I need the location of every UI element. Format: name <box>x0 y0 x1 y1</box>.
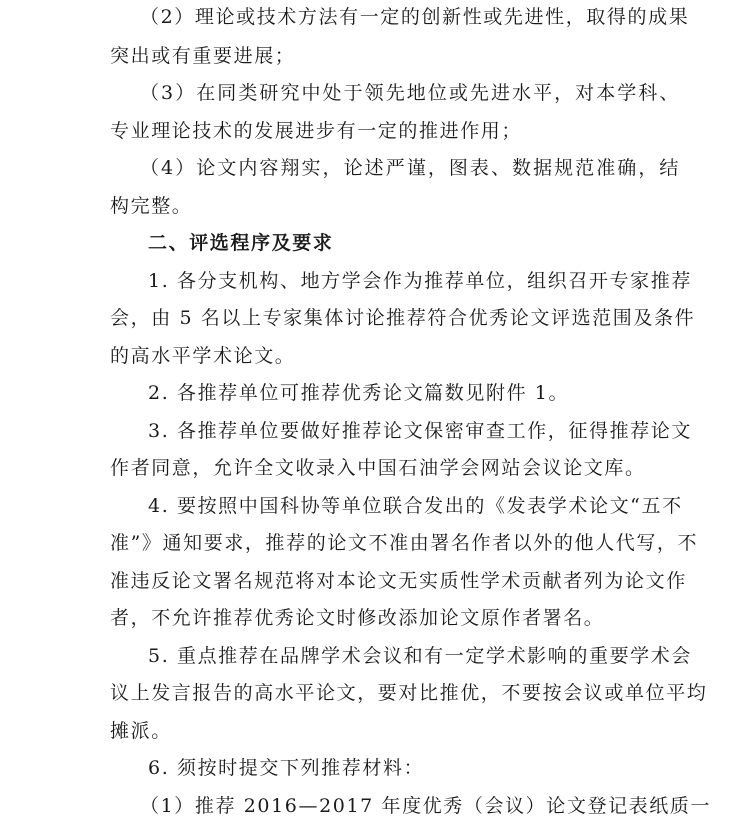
criterion-3-line-1: （3）在同类研究中处于领先地位或先进水平，对本学科、 <box>140 82 680 104</box>
criterion-2-line-1: （2）理论或技术方法有一定的创新性或先进性，取得的成果 <box>140 6 690 28</box>
criterion-2-line-2: 突出或有重要进展； <box>110 45 296 67</box>
item-5-line-2: 议上发言报告的高水平论文，要对比推优，不要按会议或单位平均 <box>110 682 708 704</box>
item-5-line-3: 摊派。 <box>110 720 172 742</box>
item-4-line-4: 者，不允许推荐优秀论文时修改添加论文原作者署名。 <box>110 607 605 629</box>
item-6-line-1: 6. 须按时提交下列推荐材料： <box>148 757 425 779</box>
item-4-line-1: 4. 要按照中国科协等单位联合发出的《发表学术论文“五不 <box>148 495 683 517</box>
item-4-line-2: 准”》通知要求，推荐的论文不准由署名作者以外的他人代写，不 <box>110 532 699 554</box>
criterion-3-line-2: 专业理论技术的发展进步有一定的推进作用； <box>110 120 523 142</box>
item-1-line-1: 1. 各分支机构、地方学会作为推荐单位，组织召开专家推荐 <box>148 270 692 292</box>
item-4-line-3: 准违反论文署名规范将对本论文无实质性学术贡献者列为论文作 <box>110 570 687 592</box>
item-6-sub-1-line-1: （1）推荐 2016—2017 年度优秀（会议）论文登记表纸质一 <box>140 795 712 817</box>
item-1-line-3: 的高水平学术论文。 <box>110 345 296 367</box>
item-3-line-2: 作者同意，允许全文收录入中国石油学会网站会议论文库。 <box>110 457 646 479</box>
item-2-line-1: 2. 各推荐单位可推荐优秀论文篇数见附件 1。 <box>148 382 570 404</box>
criterion-4-line-1: （4）论文内容翔实，论述严谨，图表、数据规范准确，结 <box>140 157 680 179</box>
item-1-line-2: 会，由 5 名以上专家集体讨论推荐符合优秀论文评选范围及条件 <box>110 307 696 329</box>
section-heading: 二、评选程序及要求 <box>148 232 334 254</box>
item-3-line-1: 3. 各推荐单位要做好推荐论文保密审查工作，征得推荐论文 <box>148 420 692 442</box>
item-5-line-1: 5. 重点推荐在品牌学术会议和有一定学术影响的重要学术会 <box>148 645 692 667</box>
criterion-4-line-2: 构完整。 <box>110 195 193 217</box>
